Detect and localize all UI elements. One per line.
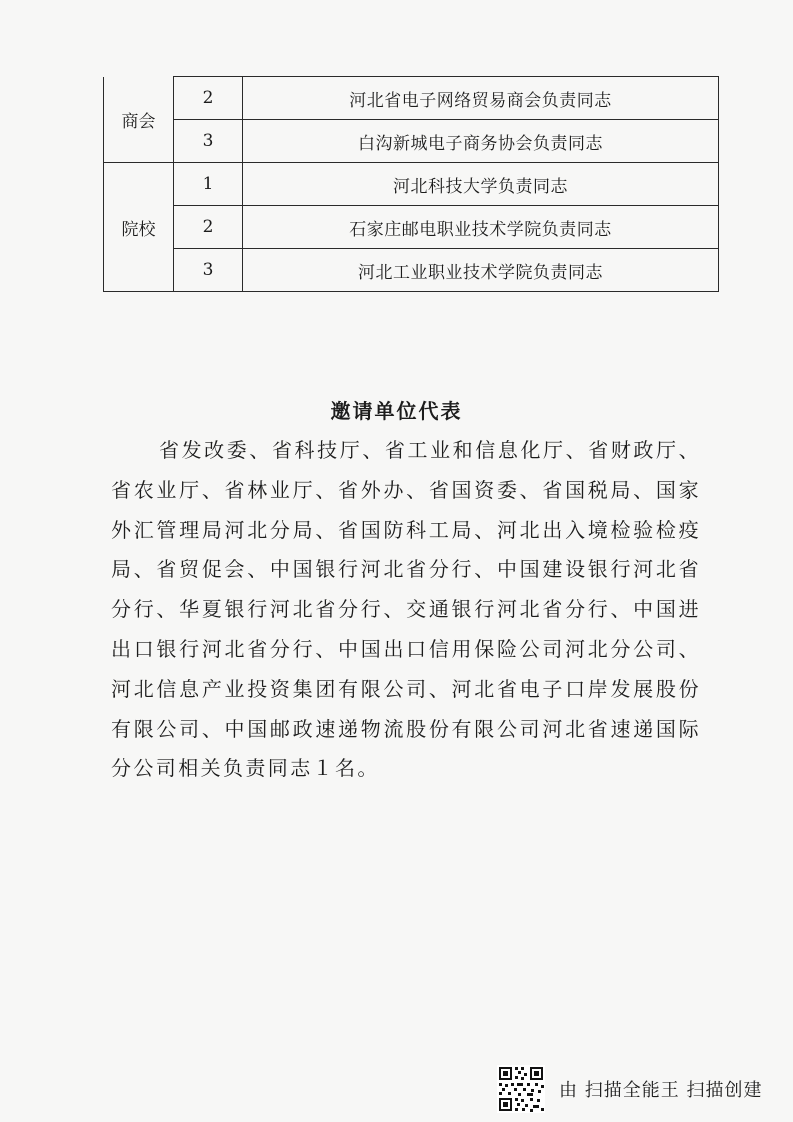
unit-name: 河北科技大学负责同志 [243, 163, 719, 206]
unit-name: 白沟新城电子商务协会负责同志 [243, 120, 719, 163]
table-row [104, 163, 719, 206]
row-number: 3 [174, 249, 243, 292]
unit-name: 河北省电子网络贸易商会负责同志 [243, 77, 719, 120]
invited-units-paragraph: 省发改委、省科技厅、省工业和信息化厅、省财政厅、省农业厅、省林业厅、省外办、省国资委、省国税局、国家外汇管理局河北分局、省国防科工局、河北出入境检验检疫局、省贸促会、中国银行河北省分行、中国建设银行河北省分行、华夏银行河北省分行、交通银行河北省分行、中国进出口银行河北省分行、中国出口信用保险公司河北分公司、河北信息产业投资集团有限公司、河北省电子口岸发展股份有限公司、中国邮政速递物流股份有限公司河北省速递国际分公司相关负责同志１名。 [111, 438, 701, 781]
category-cell: 院校 [104, 163, 174, 292]
scanner-watermark [497, 1064, 762, 1114]
scanner-credit-text: 由 扫描全能王 扫描创建 [559, 1080, 763, 1101]
row-number: 2 [174, 77, 243, 120]
row-number: 2 [174, 206, 243, 249]
qr-code-icon [497, 1065, 545, 1113]
row-number: 1 [174, 163, 243, 206]
unit-name: 石家庄邮电职业技术学院负责同志 [243, 206, 719, 249]
section-title: 邀请单位代表 [330, 399, 463, 423]
category-cell: 商会 [104, 77, 174, 163]
row-number: 3 [174, 120, 243, 163]
table-row [104, 249, 719, 292]
table-row [104, 206, 719, 249]
table-row [104, 120, 719, 163]
table-row [104, 77, 719, 120]
participants-table [103, 76, 719, 292]
unit-name: 河北工业职业技术学院负责同志 [243, 249, 719, 292]
